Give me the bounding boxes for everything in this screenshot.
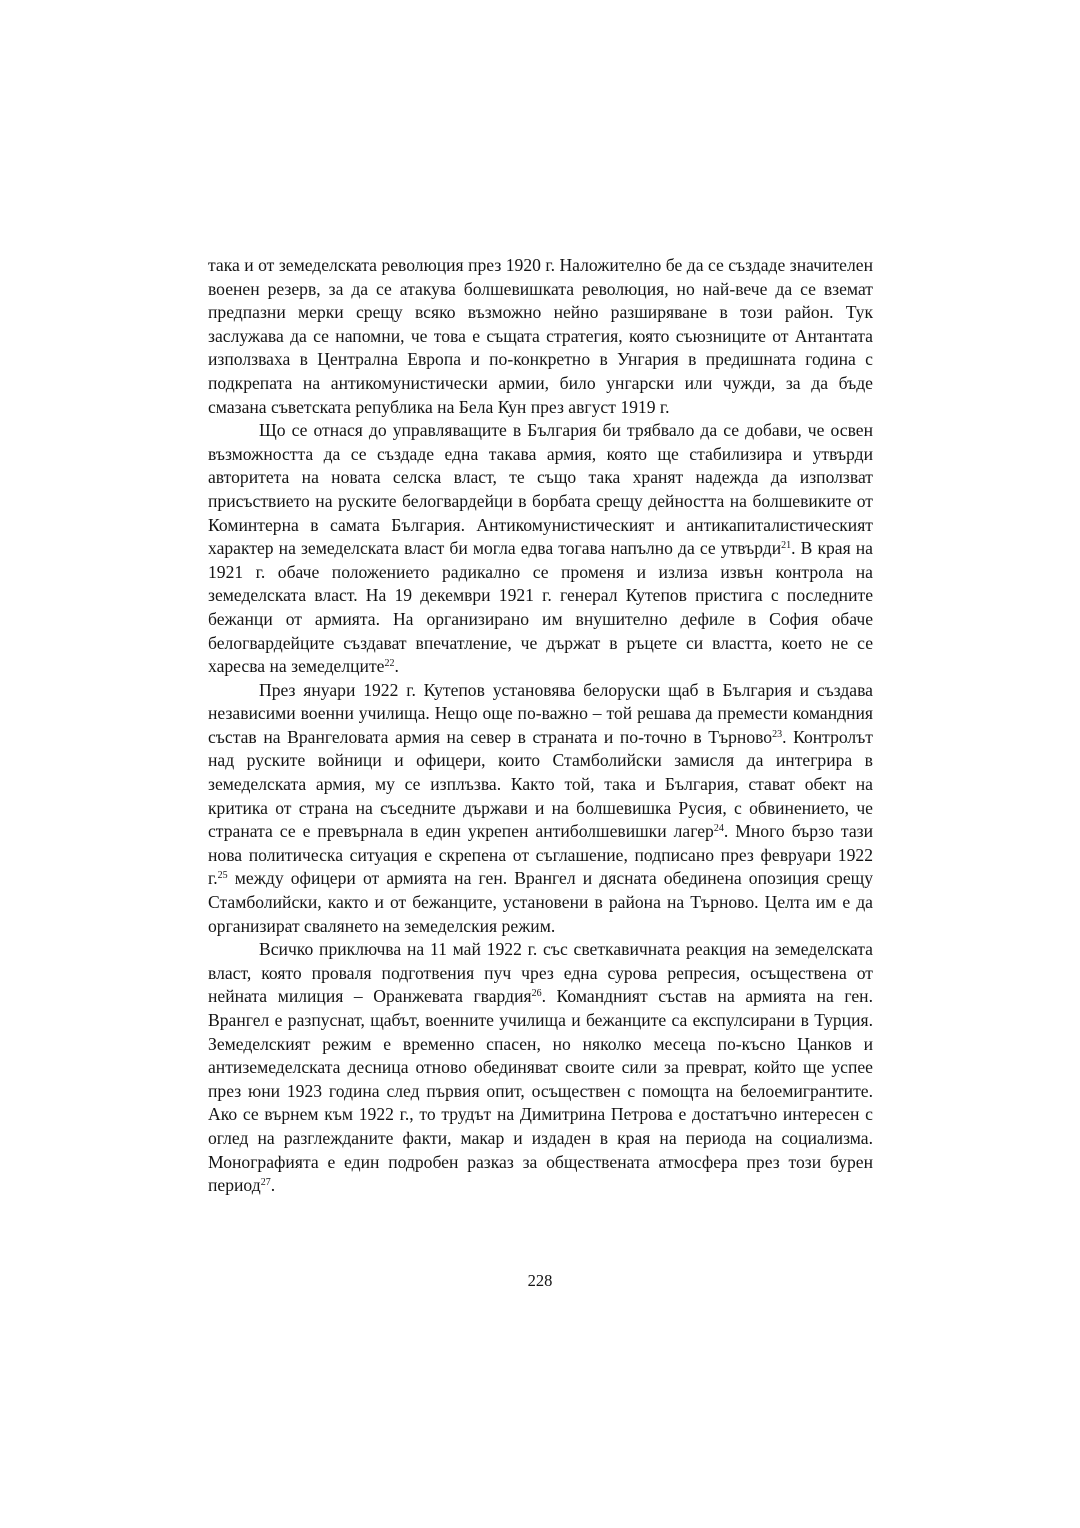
body-text: [208, 254, 873, 1198]
paragraph-2-text-3: .: [394, 656, 399, 677]
paragraph-1-text-1: така и от земеделската революция през 1920 г. Наложително бе да се създаде значителен военен резерв, за да се атакува болшевишката революция, но най-вече да се вземат предпазни мерки срещу всяко възможно нейно разширяване в този район. Тук заслужава да се напомни, че това е същата стратегия, която съюзниците от Антантата използваха в Централна Европа и по-конкретно в Унгария в предишната година с подкрепата на антикомунистически армии, било унгарски или чужди, за да бъде смазана съветската република на Бела Кун през август 1919 г.: [208, 255, 873, 417]
footnote-ref-22: 22: [384, 658, 395, 670]
footnote-ref-26: 26: [531, 988, 542, 1000]
paragraph-4-text-3: .: [270, 1175, 276, 1196]
paragraph-3-text-3: . Много бързо тази нова политическа ситуация е скрепена от съглашение, подписано през февруари 1922 г.: [208, 821, 873, 889]
paragraph-4: [208, 938, 873, 1198]
footnote-ref-24: 24: [713, 823, 724, 835]
paragraph-2: [208, 419, 873, 679]
paragraph-4-text-2: . Командният състав на армията на ген. Врангел е разпуснат, щабът, военните училища и бежанците са експулсирани в Турция. Земеделският режим е временно спасен, но няколко месеца по-късно Цанков и антиземеделската десница отново обединяват своите сили за преврат, който ще успее през юни 1923 година след първия опит, осъществен с помощта на белоемигрантите. Ако се върнем към 1922 г., то трудът на Димитрина Петрова е достатъчно интересен с оглед на разглежданите факти, макар и издаден в края на периода на социализма. Монографията е един подробен разказ за обществената атмосфера през този бурен период: [208, 986, 874, 1196]
page-number: 228: [527, 1271, 553, 1290]
paragraph-3-text-4: между офицери от армията на ген. Врангел и дясната обединена опозиция срещу Стамболийски, както и от бежанците, установени в района на Търново. Целта им е да организират свалянето на земеделския режим.: [208, 868, 873, 936]
footnote-ref-21: 21: [781, 540, 792, 552]
paragraph-3-text-2: . Контролът над руските войници и офицери, които Стамболийски замисля да интегрира в земеделската армия, му се изплъзва. Както той, така и България, стават обект на критика от страна на съседните държави и на болшевишка Русия, с обвинението, че страната се е превърнала в един укрепен антиболшевишки лагер: [208, 726, 873, 842]
paragraph-4-text-1: Всичко приключва на 11 май 1922 г. със светкавичната реакция на земеделската власт, която проваля подготвения пуч чрез една сурова репресия, осъществена от нейната милиция – Оранжевата гвардия: [208, 939, 873, 1007]
footnote-ref-25: 25: [217, 870, 228, 882]
footnote-ref-27: 27: [260, 1177, 271, 1189]
paragraph-3-text-1: През януари 1922 г. Кутепов установява белоруски щаб в България и създава независими военни училища. Нещо още по-важно – той решава да премести командния състав на Врангеловата армия на север в страната и по-точно в Търново: [208, 679, 873, 747]
paragraph-2-text-1: Що се отнася до управляващите в България би трябвало да се добави, че освен възможността да се създаде една такава армия, която ще стабилизира и утвърди авторитета на новата селска власт, те също така хранят надежда да използват присъствието на руските белогвардейци в борбата срещу дейността на болшевиките от Коминтерна в самата България. Антикомунистическият и антикапиталистическият характер на земеделската власт би могла едва тогава напълно да се утвърди: [208, 420, 873, 559]
footnote-ref-23: 23: [772, 728, 783, 740]
paragraph-3: [208, 679, 873, 939]
paragraph-1: [208, 254, 873, 419]
paragraph-2-text-2: . В края на 1921 г. обаче положението радикално се променя и излиза извън контрола на земеделската власт. На 19 декември 1921 г. генерал Кутепов пристига с последните бежанци от армията. На организирано им внушително дефиле в София обаче белогвардейците създават впечатление, че държат в ръцете си властта, което не се харесва на земеделците: [208, 538, 873, 677]
